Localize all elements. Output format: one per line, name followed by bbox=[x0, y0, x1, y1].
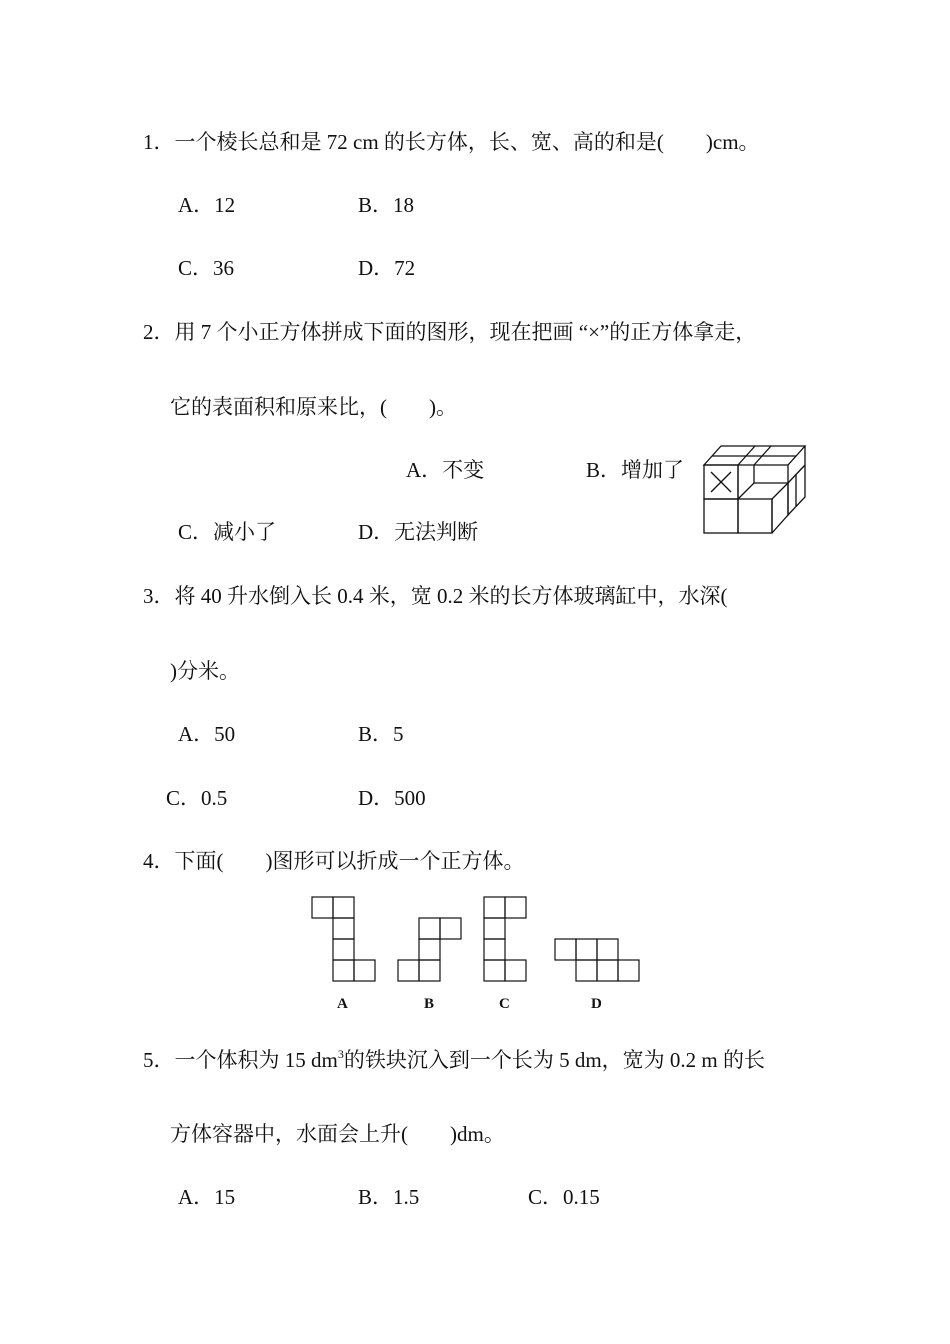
q2-option-b[interactable]: B．增加了 bbox=[586, 458, 685, 482]
q5-line1-post: 的铁块沉入到一个长为 5 dm，宽为 0.2 m 的长 bbox=[343, 1048, 766, 1072]
q3-stem-line1: 3．将 40 升水倒入长 0.4 米，宽 0.2 米的长方体玻璃缸中，水深( bbox=[143, 584, 728, 608]
q5-option-a[interactable]: A．15 bbox=[178, 1185, 236, 1209]
net-d bbox=[555, 939, 639, 981]
cube-nets-figure bbox=[305, 893, 650, 985]
q1-option-a[interactable]: A．12 bbox=[178, 193, 236, 217]
q2-stem-line1: 2．用 7 个小正方体拼成下面的图形，现在把画 “×”的正方体拿走， bbox=[143, 320, 757, 344]
q3-option-d[interactable]: D．500 bbox=[358, 786, 426, 810]
q3-stem-line2: )分米。 bbox=[170, 659, 240, 683]
q1-stem: 1．一个棱长总和是 72 cm 的长方体，长、宽、高的和是( )cm。 bbox=[143, 130, 760, 154]
q1-option-d[interactable]: D．72 bbox=[358, 256, 416, 280]
q3-option-a[interactable]: A．50 bbox=[178, 722, 236, 746]
q5-option-c[interactable]: C．0.15 bbox=[528, 1185, 600, 1209]
net-label-b: B bbox=[424, 996, 435, 1012]
q5-line1-pre: 5．一个体积为 15 dm bbox=[143, 1048, 338, 1072]
net-b bbox=[398, 918, 461, 981]
q1-option-c[interactable]: C．36 bbox=[178, 256, 235, 280]
q5-stem-line1 bbox=[143, 1046, 765, 1077]
net-label-a: A bbox=[337, 996, 348, 1012]
net-a bbox=[312, 897, 375, 981]
q3-option-b[interactable]: B．5 bbox=[358, 722, 404, 746]
q5-stem-line2: 方体容器中，水面会上升( )dm。 bbox=[170, 1122, 505, 1146]
net-label-d: D bbox=[591, 996, 602, 1012]
q5-option-b[interactable]: B．1.5 bbox=[358, 1185, 420, 1209]
q2-option-a[interactable]: A．不变 bbox=[406, 458, 485, 482]
net-c bbox=[484, 897, 526, 981]
cube-stack-figure bbox=[700, 443, 810, 538]
q5-superscript: 3 bbox=[337, 1047, 344, 1061]
q4-stem: 4．下面( )图形可以折成一个正方体。 bbox=[143, 849, 525, 873]
q2-stem-line2: 它的表面积和原来比，( )。 bbox=[170, 395, 457, 419]
q1-option-b[interactable]: B．18 bbox=[358, 193, 415, 217]
q2-option-d[interactable]: D．无法判断 bbox=[358, 520, 479, 544]
q3-option-c[interactable]: C．0.5 bbox=[166, 786, 228, 810]
net-label-c: C bbox=[499, 996, 510, 1012]
q2-option-c[interactable]: C．减小了 bbox=[178, 520, 277, 544]
